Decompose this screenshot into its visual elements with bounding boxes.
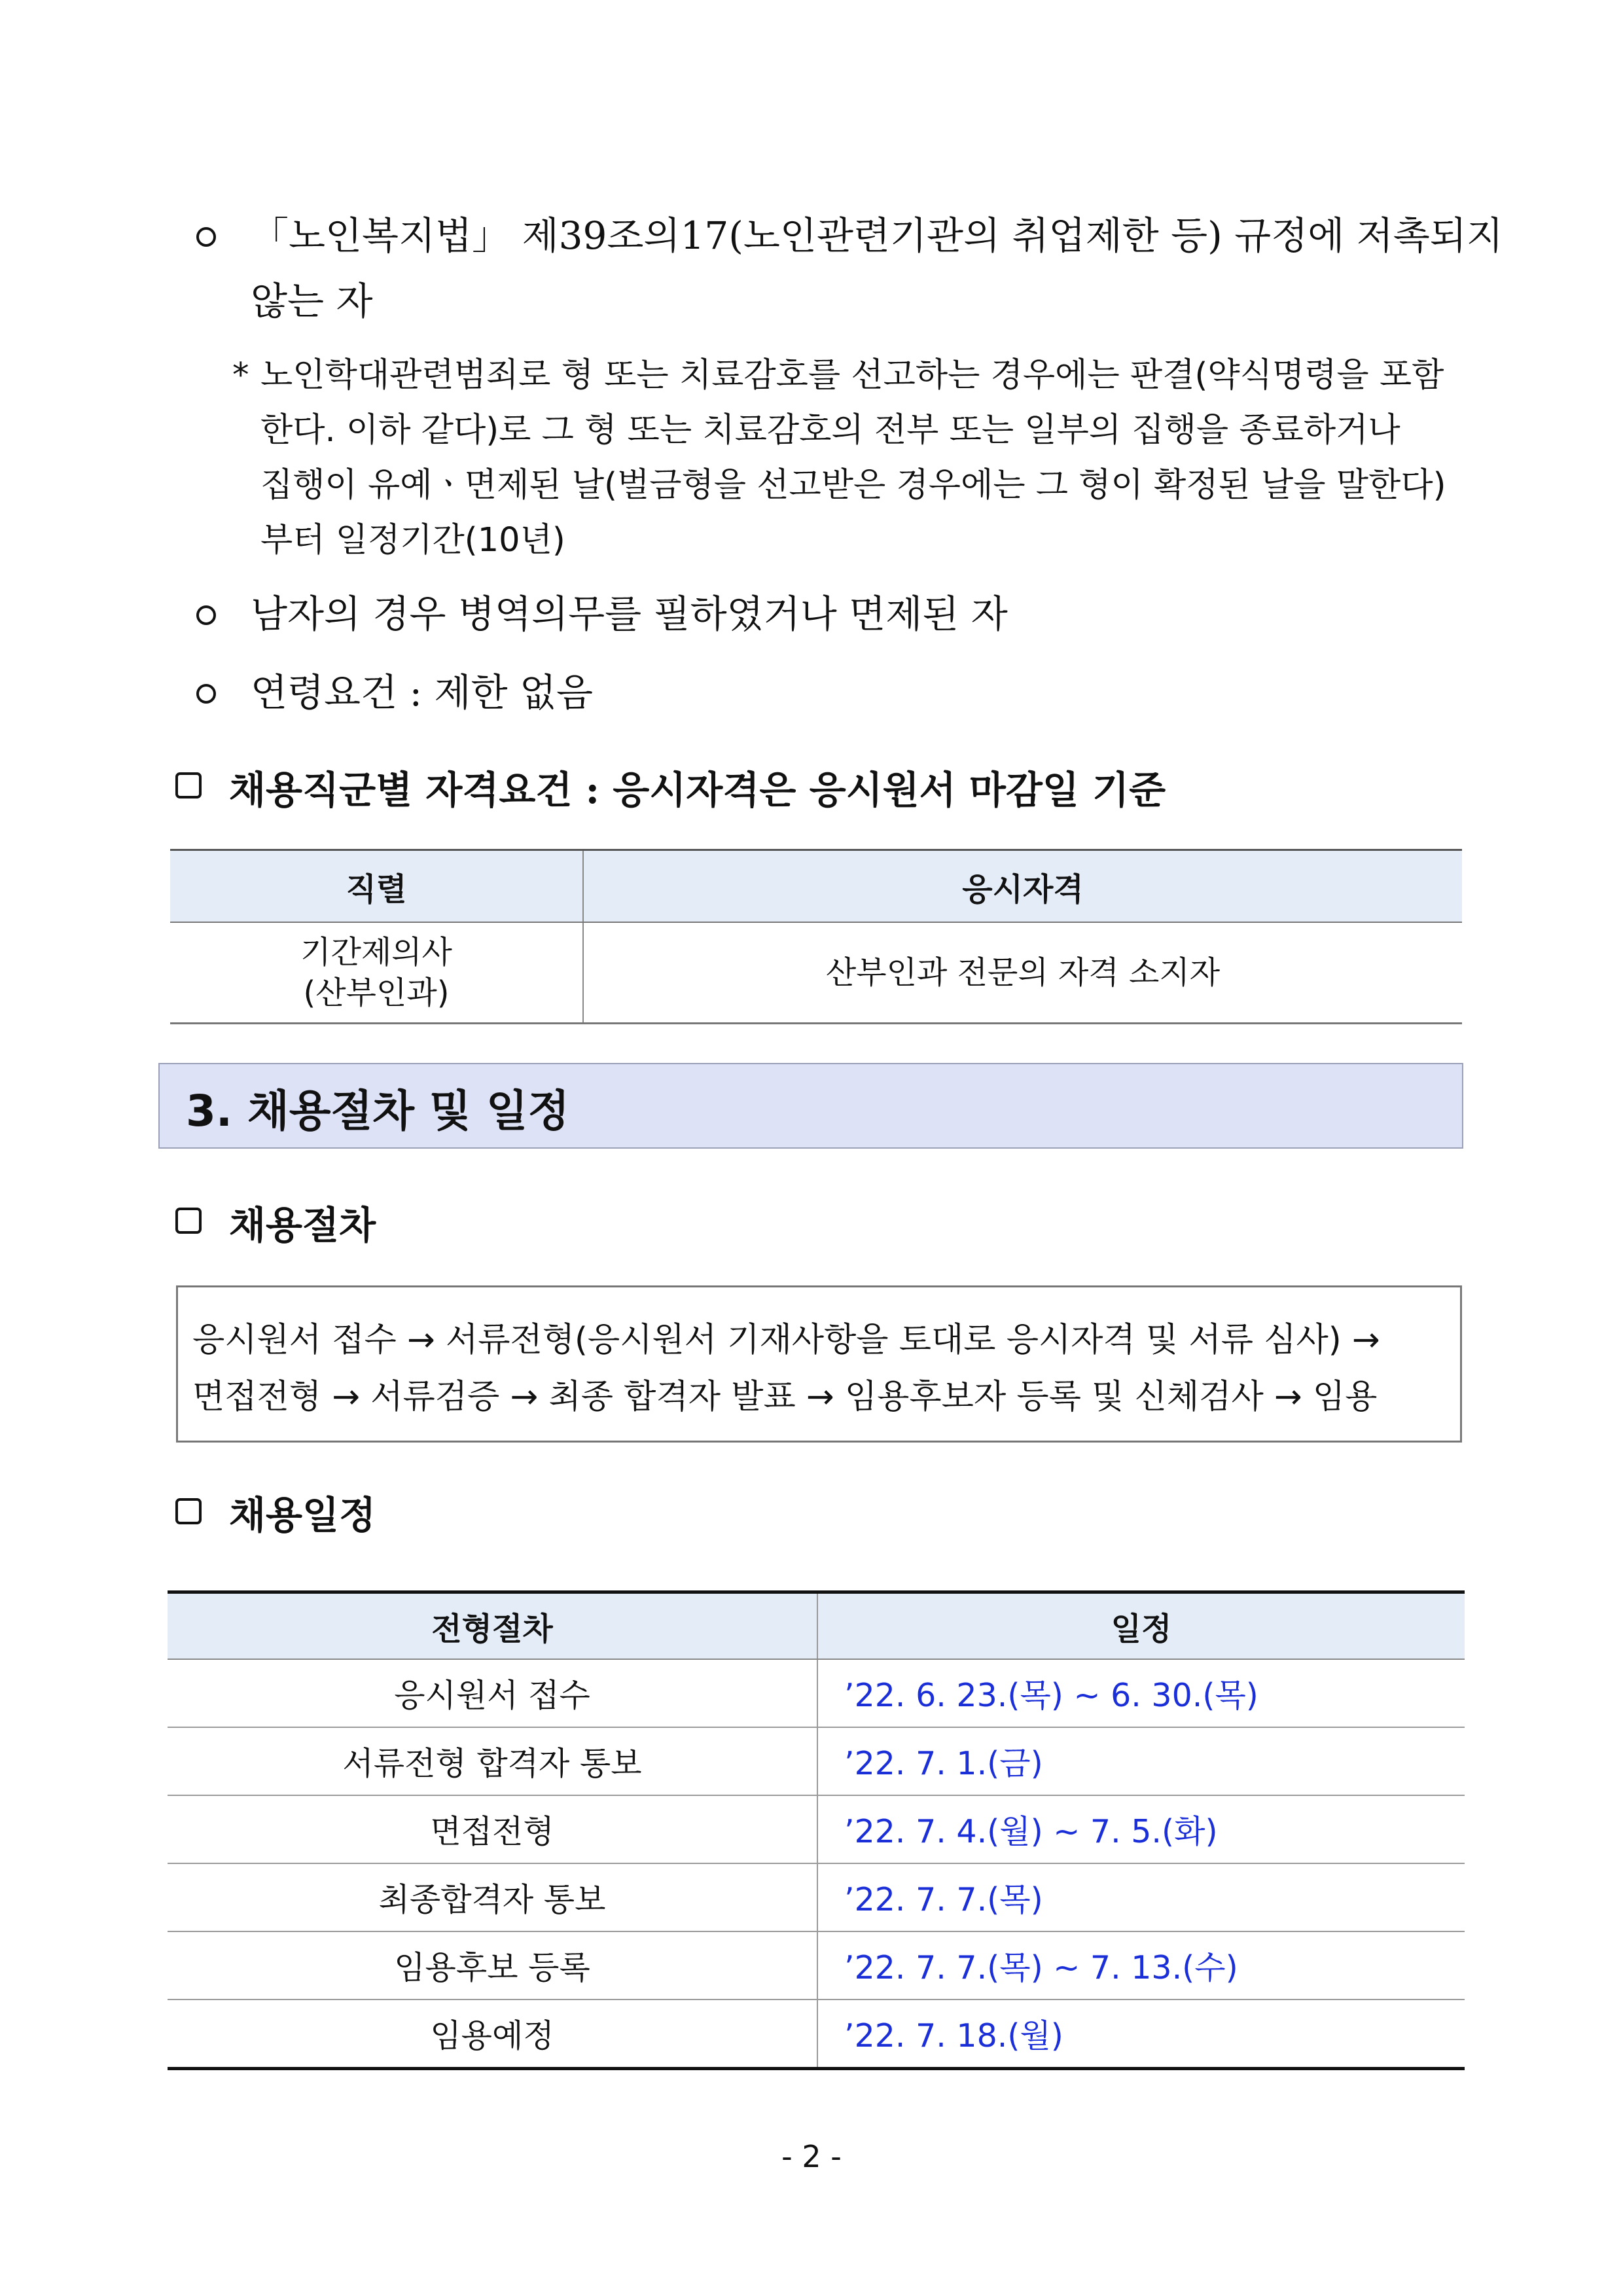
note-line: 한다. 이하 같다)로 그 형 또는 치료감호의 전부 또는 일부의 집행을 종료하거나: [260, 411, 1400, 450]
step-cell: 임용예정: [168, 2000, 817, 2069]
requirement-cell: 산부인과 전문의 자격 소지자: [583, 922, 1462, 1024]
table-row: [168, 1931, 1465, 2000]
procedure-line: 면접전형 → 서류검증 → 최종 합격자 발표 → 임용후보자 등록 및 신체검사 → 임용: [192, 1378, 1378, 1416]
job-dept: (산부인과): [303, 975, 450, 1011]
circle-bullet-icon: [196, 684, 216, 704]
note-line: 부터 일정기간(10년): [260, 521, 565, 560]
qualification-table: [170, 849, 1462, 1024]
date-cell: ’22. 7. 1.(금): [817, 1727, 1465, 1795]
bullet-text-age: 연령요건 : 제한 없음: [251, 670, 594, 715]
step-cell: 임용후보 등록: [168, 1931, 817, 2000]
bullet-text-law-cont: 않는 자: [251, 279, 373, 323]
note-mark: *: [232, 356, 249, 395]
schedule-table: [168, 1590, 1465, 2070]
table-row: [168, 1659, 1465, 1727]
table-row: [168, 1727, 1465, 1795]
table-row: [170, 922, 1462, 1024]
date-cell: ’22. 6. 23.(목) ~ 6. 30.(목): [817, 1659, 1465, 1727]
bullet-text-law: 「노인복지법」 제39조의17(노인관련기관의 취업제한 등) 규정에 저촉되지: [251, 213, 1503, 258]
section-header: [158, 1063, 1463, 1149]
note-line: 노인학대관련범죄로 형 또는 치료감호를 선고하는 경우에는 판결(약식명령을 포함: [260, 356, 1444, 395]
table-header-date: 일정: [817, 1592, 1465, 1660]
table-header-requirement: 응시자격: [583, 850, 1462, 923]
table-row: [168, 1795, 1465, 1863]
note-line: 집행이 유예ㆍ면제된 날(벌금형을 선고받은 경우에는 그 형이 확정된 날을 말한다): [260, 466, 1446, 505]
step-cell: 응시원서 접수: [168, 1659, 817, 1727]
square-bullet-icon: [175, 772, 202, 798]
qualification-heading: 채용직군별 자격요건 : 응시자격은 응시원서 마감일 기준: [229, 768, 1166, 812]
section-title: 3. 채용절차 및 일정: [186, 1086, 570, 1136]
job-cell: [170, 922, 583, 1024]
table-header-step: 전형절차: [168, 1592, 817, 1660]
step-cell: 서류전형 합격자 통보: [168, 1727, 817, 1795]
table-header-row: [170, 850, 1462, 923]
procedure-heading: 채용절차: [229, 1203, 376, 1247]
date-cell: ’22. 7. 7.(목): [817, 1863, 1465, 1931]
bullet-text-military: 남자의 경우 병역의무를 필하였거나 면제된 자: [251, 592, 1008, 636]
date-cell: ’22. 7. 4.(월) ~ 7. 5.(화): [817, 1795, 1465, 1863]
table-header-row: [168, 1592, 1465, 1660]
page-number: - 2 -: [781, 2139, 842, 2174]
square-bullet-icon: [175, 1498, 202, 1524]
procedure-line: 응시원서 접수 → 서류전형(응시원서 기재사항을 토대로 응시자격 및 서류 심사) →: [192, 1321, 1380, 1359]
schedule-heading: 채용일정: [229, 1493, 376, 1537]
table-header-job: 직렬: [170, 850, 583, 923]
date-cell: ’22. 7. 7.(목) ~ 7. 13.(수): [817, 1931, 1465, 2000]
circle-bullet-icon: [196, 227, 216, 247]
circle-bullet-icon: [196, 605, 216, 625]
square-bullet-icon: [175, 1208, 202, 1234]
job-title: 기간제의사: [300, 934, 452, 971]
procedure-box: [176, 1285, 1462, 1443]
table-row: [168, 1863, 1465, 1931]
table-row: [168, 2000, 1465, 2069]
date-cell: ’22. 7. 18.(월): [817, 2000, 1465, 2069]
step-cell: 최종합격자 통보: [168, 1863, 817, 1931]
step-cell: 면접전형: [168, 1795, 817, 1863]
